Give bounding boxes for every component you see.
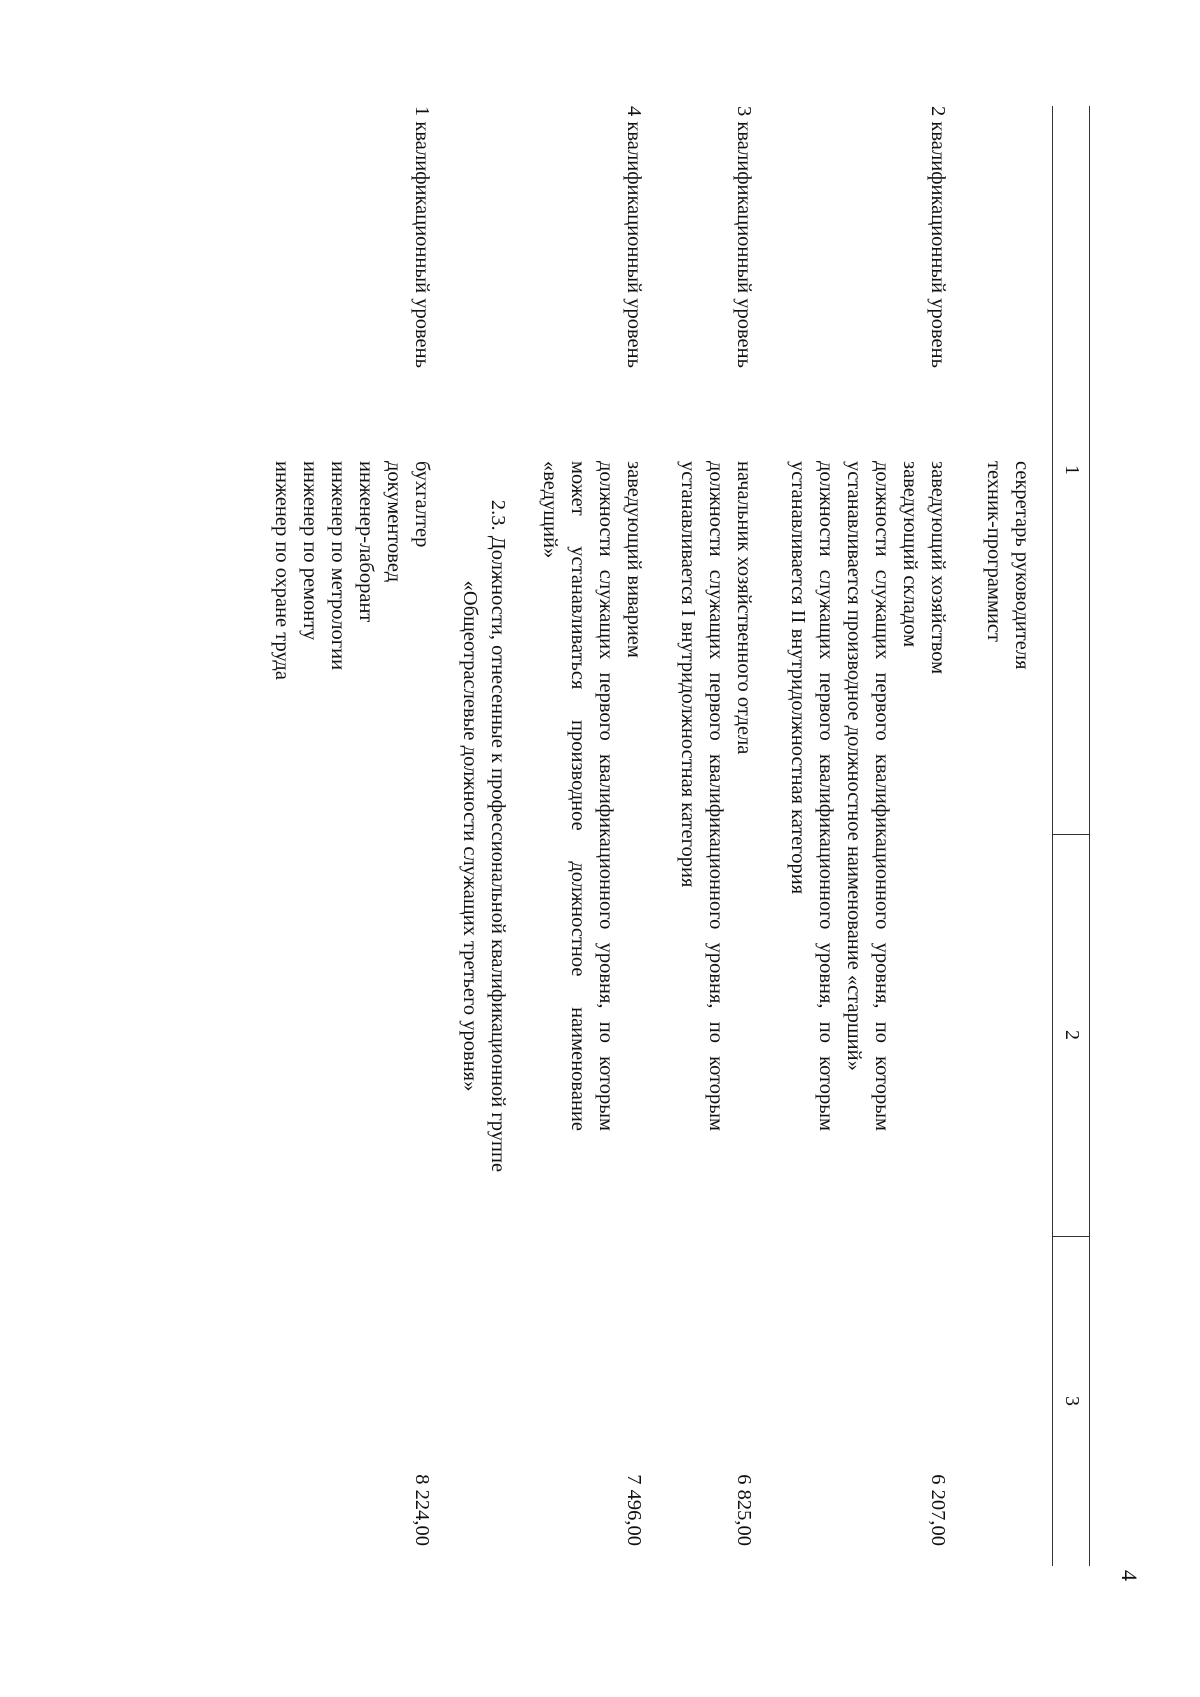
position-line: секретарь руководителя: [1011, 461, 1033, 670]
positions-cell: [980, 461, 1036, 1131]
positions-cell: [674, 461, 758, 1131]
positions-cell: [268, 461, 436, 1131]
table-header: [1052, 106, 1090, 1566]
position-line: заведующий хозяйством: [927, 461, 949, 675]
position-line: инженер по метрологии: [327, 461, 349, 671]
position-line: бухгалтер: [411, 461, 433, 548]
position-line: устанавливается I внутридолжностная категория: [677, 461, 699, 888]
qualification-level: 1 квалификационный уровень: [411, 106, 433, 368]
qualification-level: 4 квалификационный уровень: [623, 106, 645, 368]
position-line: устанавливается производное должностное наименование «старший»: [843, 461, 865, 1071]
column-header-2: 2: [1061, 1030, 1083, 1040]
position-line: заведующий складом: [899, 461, 921, 648]
position-line: устанавливается II внутридолжностная категория: [787, 461, 809, 895]
salary: 6 825,00: [733, 1474, 755, 1546]
document-page: [38, 80, 1178, 1600]
position-line: документовед: [383, 461, 405, 583]
qualification-level: 3 квалификационный уровень: [733, 106, 755, 368]
page-number: 4: [1117, 1570, 1142, 1581]
position-line: начальник хозяйственного отдела: [733, 461, 755, 755]
salary: 6 207,00: [927, 1474, 949, 1546]
position-line: должности служащих первого квалификационного уровня, по которым: [871, 461, 893, 1131]
position-line: заведующий виварием: [623, 461, 645, 658]
position-line: «ведущий»: [539, 461, 561, 559]
positions-cell: [784, 461, 952, 1131]
position-line: инженер по ремонту: [299, 461, 321, 641]
position-line: может устанавливаться производное должностное наименование: [567, 461, 589, 1131]
position-line: должности служащих первого квалификационного уровня, по которым: [595, 461, 617, 1131]
position-line: должности служащих первого квалификационного уровня, по которым: [705, 461, 727, 1131]
column-header-3: 3: [1061, 1396, 1083, 1406]
qualification-level: 2 квалификационный уровень: [927, 106, 949, 368]
salary: 7 496,00: [623, 1474, 645, 1546]
column-header-1: 1: [1061, 465, 1083, 475]
section-heading: [456, 106, 512, 1566]
position-line: инженер по охране труда: [271, 461, 293, 680]
section-heading-line-2: «Общеотраслевые должности служащих третьего уровня»: [459, 580, 481, 1092]
positions-cell: [536, 461, 648, 1131]
section-heading-line-1: 2.3. Должности, отнесенные к профессиональной квалификационной группе: [487, 499, 509, 1173]
position-line: должности служащих первого квалификационного уровня, по которым: [815, 461, 837, 1131]
position-line: техник-программист: [983, 461, 1005, 642]
position-line: инженер-лаборант: [355, 461, 377, 623]
salary: 8 224,00: [411, 1474, 433, 1546]
